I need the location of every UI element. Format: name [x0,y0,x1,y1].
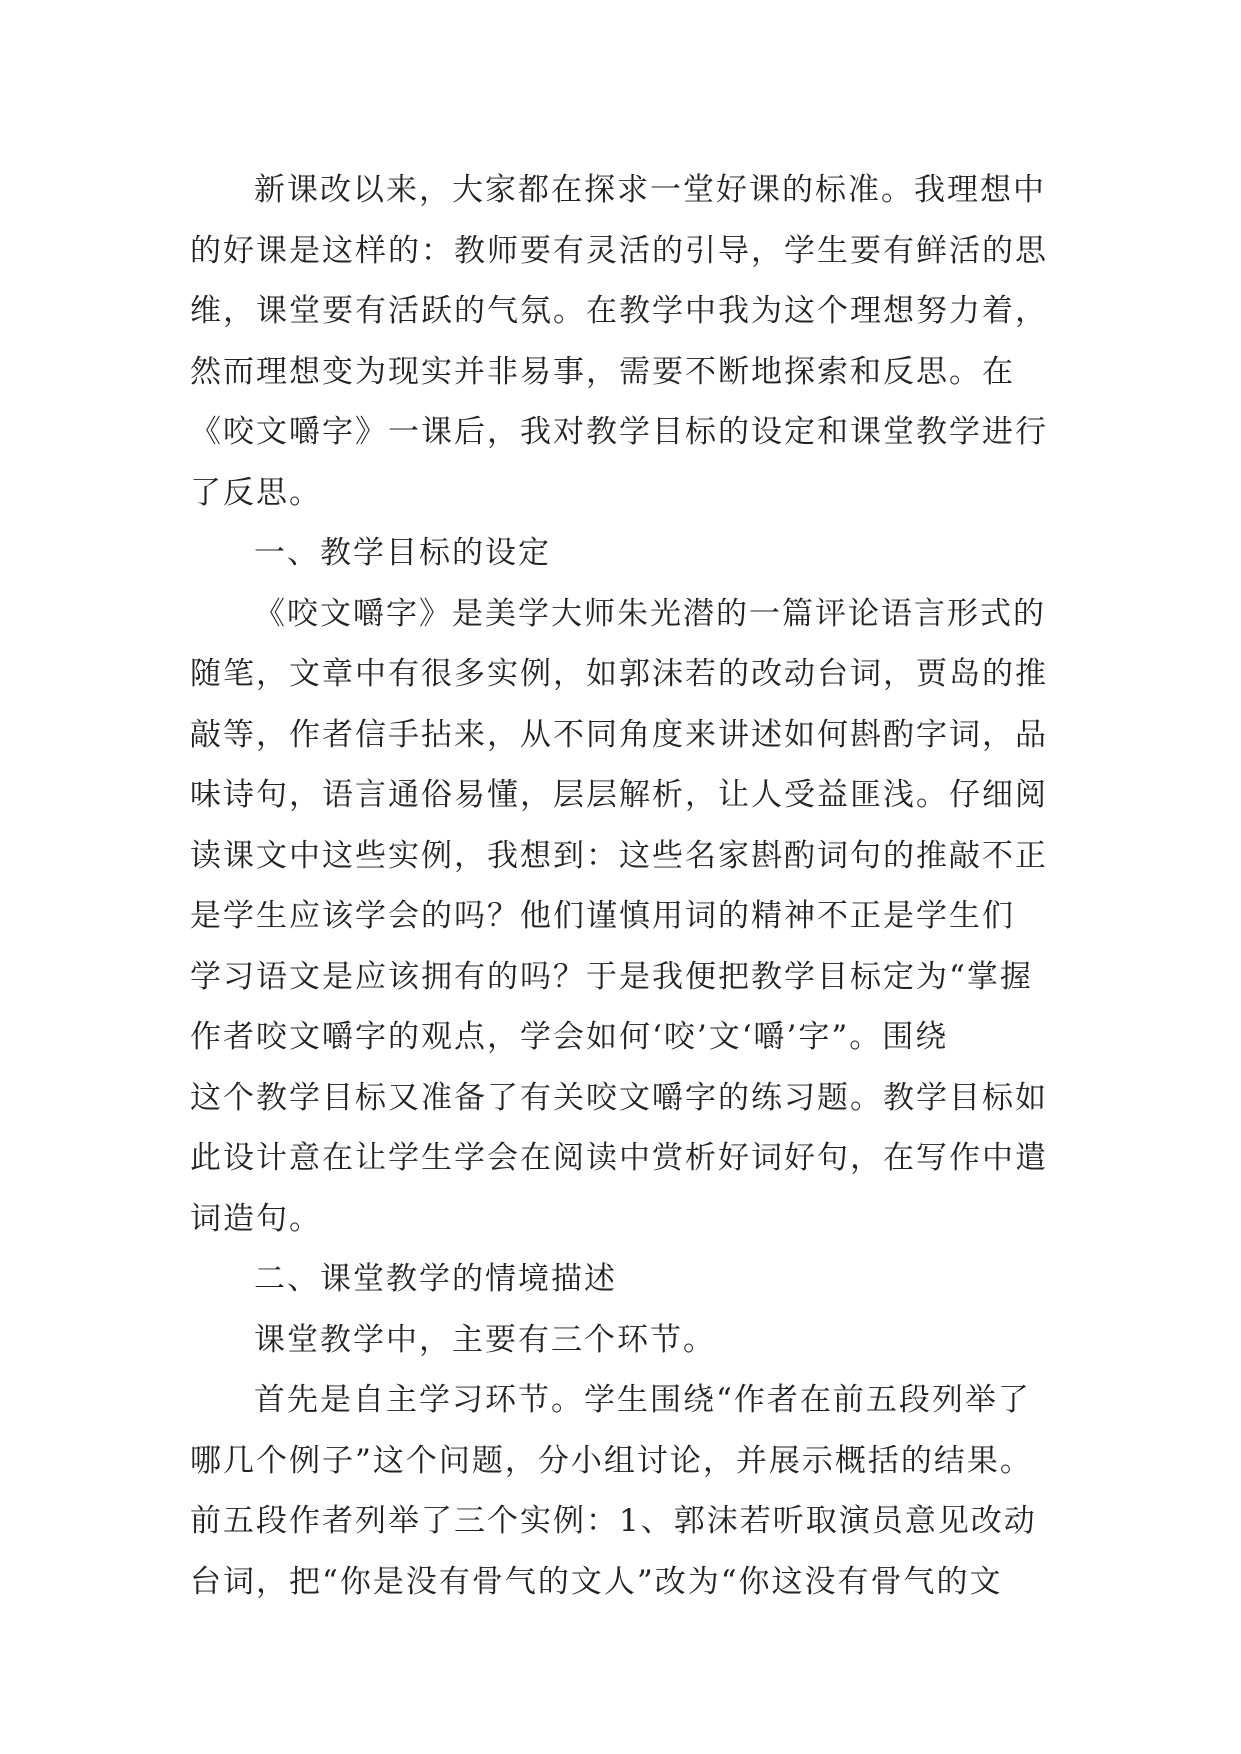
paragraph-line: 随笔，文章中有很多实例，如郭沫若的改动台词，贾岛的推 [190,656,1048,692]
paragraph-line: 学习语文是应该拥有的吗？于是我便把教学目标定为“掌握 [190,958,1033,995]
paragraph-line: 维，课堂要有活跃的气氛。在教学中我为这个理想努力着， [190,293,1048,329]
paragraph-line: 的好课是这样的：教师要有灵活的引导，学生要有鲜活的思 [190,232,1048,269]
paragraph-line: 词造句。 [190,1200,322,1237]
paragraph-line: 读课文中这些实例，我想到：这些名家斟酌词句的推敲不正 [190,837,1048,874]
paragraph-line: 台词，把“你是没有骨气的文人”改为“你这没有骨气的文 [190,1563,1003,1600]
paragraph-line: 课堂教学中，主要有三个环节。 [254,1321,716,1358]
paragraph-line: 作者咬文嚼字的观点，学会如何‘咬’文‘嚼’字”。围绕 [190,1019,949,1055]
paragraph-line: 新课改以来，大家都在探求一堂好课的标准。我理想中 [254,172,1046,208]
paragraph-line: 此设计意在让学生学会在阅读中赏析好词好句，在写作中遣 [190,1140,1048,1176]
section-heading-2: 二、课堂教学的情境描述 [254,1261,617,1297]
paragraph-line: 首先是自主学习环节。学生围绕“作者在前五段列举了 [254,1382,1031,1418]
paragraph-line: 《咬文嚼字》一课后，我对教学目标的设定和课堂教学进行 [190,414,1048,450]
section-heading-1: 一、教学目标的设定 [254,535,551,571]
paragraph-line: 然而理想变为现实并非易事，需要不断地探索和反思。在 [190,353,1015,390]
paragraph-line: 敲等，作者信手拈来，从不同角度来讲述如何斟酌字词，品 [190,716,1048,753]
paragraph-line: 《咬文嚼字》是美学大师朱光潜的一篇评论语言形式的 [254,595,1046,632]
paragraph-line: 味诗句，语言通俗易懂，层层解析，让人受益匪浅。仔细阅 [190,777,1048,813]
document-body [190,160,1070,1612]
paragraph-line: 是学生应该学会的吗？他们谨慎用词的精神不正是学生们 [190,898,1015,934]
paragraph-line: 前五段作者列举了三个实例：1、郭沫若听取演员意见改动 [190,1503,1037,1539]
paragraph-line: 了反思。 [190,474,322,511]
paragraph-line: 这个教学目标又准备了有关咬文嚼字的练习题。教学目标如 [190,1079,1048,1116]
paragraph-line: 哪几个例子”这个问题，分小组讨论，并展示概括的结果。 [190,1442,1033,1479]
